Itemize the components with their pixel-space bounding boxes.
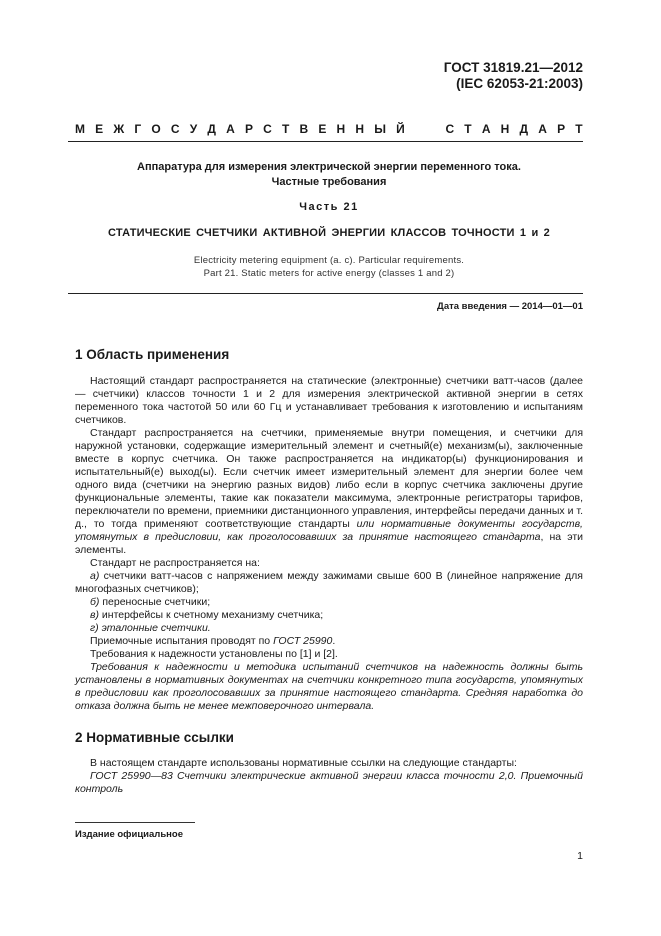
normative-reference-gost-25990: ГОСТ 25990—83 Счетчики электрические активной энергии класса точности 2,0. Приемочный контроль (75, 770, 583, 795)
banner-letter: Г (134, 122, 142, 136)
title-en-line-1: Electricity metering equipment (a. c). Particular requirements. (193, 255, 465, 266)
banner-letter: А (226, 122, 235, 136)
page-number: 1 (577, 850, 583, 862)
banner-letter: О (151, 122, 161, 136)
section-1-para-1: Настоящий стандарт распространяется на статические (электронные) счетчики ватт-часов (далее — счетчики) классов точности 1 и 2 для измерения электрической активной энергии в сетях переменного тока частотой 50 или 60 Гц и устанавливает требования к изготовлению и испытаниям счетчиков. (75, 375, 583, 426)
exclusion-item (75, 622, 583, 635)
header-rule (68, 141, 583, 142)
section-2-para-1: В настоящем стандарте использованы нормативные ссылки на следующие стандарты: (90, 757, 517, 769)
banner-letter: С (170, 122, 180, 136)
interstate-standard-banner (75, 122, 583, 136)
title-main-ru (75, 160, 583, 190)
exclusion-item-marker: г) (90, 622, 99, 634)
banner-letter: Т (464, 122, 472, 136)
iec-code: (IEC 62053-21:2003) (456, 76, 583, 91)
standard-code: ГОСТ 31819.21—2012 (443, 60, 583, 75)
banner-letter: Д (519, 122, 529, 136)
banner-letter: Й (396, 122, 405, 136)
banner-letter: М (75, 122, 85, 136)
banner-letter: Р (244, 122, 253, 136)
exclusion-item (75, 596, 583, 609)
banner-letter: Р (557, 122, 566, 136)
banner-letter: Ы (374, 122, 386, 136)
banner-letter: Е (95, 122, 104, 136)
banner-letter: Д (207, 122, 216, 136)
banner-letter: Н (336, 122, 346, 136)
exclusion-item-text: эталонные счетчики. (98, 622, 211, 634)
section-1-para-4: Приемочные испытания проводят по ГОСТ 25990. (90, 635, 336, 647)
banner-letter: В (299, 122, 309, 136)
section-2-heading: 2 Нормативные ссылки (75, 730, 234, 745)
section-1-heading: 1 Область применения (75, 347, 230, 362)
exclusion-item-marker: в) (90, 609, 99, 621)
banner-letter: У (189, 122, 198, 136)
banner-letter: Т (575, 122, 583, 136)
section-1-para-6: Требования к надежности и методика испытаний счетчиков на надежность должны быть установлены в нормативных документах на счетчики конкретного типа государств, упомянутых в предисловии как проголосовавших за принятие настоящего стандарта. Средняя наработка до отказа должна быть не менее межповерочного интервала. (75, 661, 583, 712)
exclusion-item-text: переносные счетчики; (99, 596, 211, 608)
section-1-para-2: Стандарт распространяется на счетчики, применяемые внутри помещения, и счетчики для наружной установки, содержащие измерительный элемент и счетный(е) механизм(ы), заключенные вместе в корпус счетчика. Он также распространяется на индикатор(ы) функционирования и испытательный(е) выход(ы). Если счетчик имеет измерительный элемент для энергии более чем одного вида (счетчики на энергию разных видов) либо если в корпус счетчика заключены другие функциональные элементы, такие как показатели максимума, электронные регистраторы тарифов, переключатели по времени, приемники дистанционного управления, интерфейсы передачи данных и т. д., то тогда применяют соответствующие стандарты или нормативные документы государств, упомянутых в предисловии, как проголосовавших за принятие настоящего стандарта, на эти элементы. (75, 427, 583, 556)
exclusion-item-marker: б) (90, 596, 100, 608)
section-1-para-3: Стандарт не распространяется на: (90, 557, 260, 569)
title-en-line-2: Part 21. Static meters for active energy (classes 1 and 2) (203, 268, 455, 279)
title-rule (68, 293, 583, 294)
footer-rule (75, 822, 195, 823)
part-title: СТАТИЧЕСКИЕ СЧЕТЧИКИ АКТИВНОЙ ЭНЕРГИИ КЛАССОВ ТОЧНОСТИ 1 и 2 (108, 227, 550, 239)
official-edition-note: Издание официальное (75, 829, 183, 840)
banner-letter: Ж (113, 122, 125, 136)
banner-letter: А (481, 122, 491, 136)
exclusion-item-text: счетчики ватт-часов с напряжением между зажимами свыше 600 В (линейное напряжение для многофазных счетчиков); (75, 570, 583, 595)
title-line-1: Аппаратура для измерения электрической энергии переменного тока. (137, 161, 521, 173)
banner-letter: Н (500, 122, 510, 136)
section-1-para-5: Требования к надежности установлены по [1] и [2]. (90, 648, 338, 660)
introduction-date: Дата введения — 2014—01—01 (437, 301, 583, 312)
banner-letter: С (263, 122, 272, 136)
exclusion-item (75, 570, 583, 596)
banner-letter: Т (281, 122, 290, 136)
standard-code-block (444, 60, 583, 92)
banner-letter: Е (318, 122, 327, 136)
exclusion-item-marker: а) (90, 570, 100, 582)
title-english (75, 254, 583, 280)
document-body (75, 348, 583, 796)
banner-letter: А (538, 122, 547, 136)
exclusion-item-text: интерфейсы к счетному механизму счетчика; (98, 609, 324, 621)
exclusion-item (75, 609, 583, 622)
title-line-2: Частные требования (271, 176, 387, 188)
banner-letter: Н (355, 122, 365, 136)
part-label: Часть 21 (299, 201, 359, 213)
banner-letter: С (445, 122, 455, 136)
exclusion-list (75, 570, 583, 635)
